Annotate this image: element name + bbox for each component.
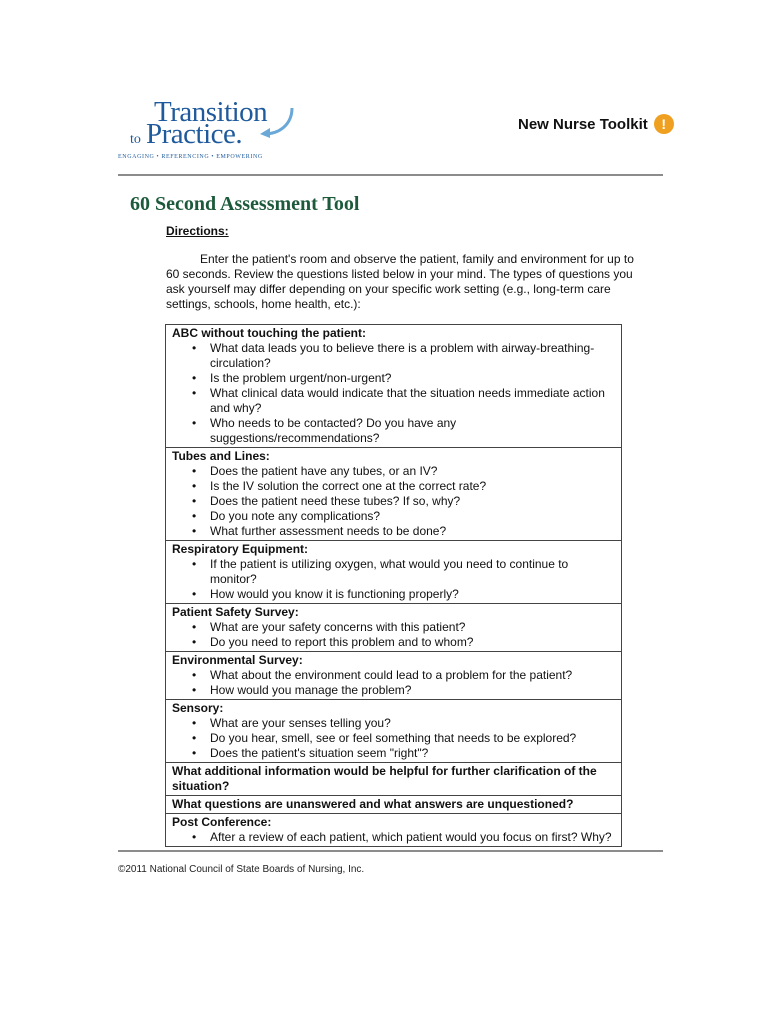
assessment-section-cell [166,652,622,700]
assessment-section-cell [166,541,622,604]
question-item: • Who needs to be contacted? Do you have any suggestions/recommendations? [210,416,615,446]
section-heading: Post Conference: [172,815,272,829]
section-question-list [172,830,615,845]
section-heading: What questions are unanswered and what answers are unquestioned? [172,797,574,811]
directions-heading: Directions: [166,224,229,238]
section-heading: Sensory: [172,701,224,715]
section-question-list [172,716,615,761]
question-item: • What clinical data would indicate that the situation needs immediate action and why? [210,386,615,416]
question-item: • What about the environment could lead to a problem for the patient? [210,668,615,683]
info-icon: ! [654,114,674,134]
header-divider [118,174,663,176]
assessment-section-row [166,604,622,652]
assessment-section-cell [166,763,622,796]
assessment-section-row [166,325,622,448]
transition-to-practice-logo [116,98,296,168]
assessment-section-row [166,796,622,814]
question-item: • Is the problem urgent/non-urgent? [210,371,615,386]
assessment-section-row [166,700,622,763]
question-item: • What are your senses telling you? [210,716,615,731]
assessment-section-row [166,541,622,604]
assessment-section-row [166,652,622,700]
question-item: • What further assessment needs to be done? [210,524,615,539]
question-item: • How would you know it is functioning properly? [210,587,615,602]
section-heading: Tubes and Lines: [172,449,270,463]
question-item: • Does the patient have any tubes, or an IV? [210,464,615,479]
assessment-section-row [166,448,622,541]
toolkit-label: New Nurse Toolkit [518,115,648,133]
question-item: • Is the IV solution the correct one at the correct rate? [210,479,615,494]
section-heading: What additional information would be helpful for further clarification of the situation? [172,764,597,793]
section-heading: Environmental Survey: [172,653,303,667]
question-item: • If the patient is utilizing oxygen, what would you need to continue to monitor? [210,557,615,587]
section-question-list [172,668,615,698]
page-title: 60 Second Assessment Tool [130,193,360,215]
section-heading: ABC without touching the patient: [172,326,366,340]
question-item: • What data leads you to believe there is a problem with airway-breathing-circulation? [210,341,615,371]
question-item: • After a review of each patient, which patient would you focus on first? Why? [210,830,615,845]
question-item: • What are your safety concerns with this patient? [210,620,615,635]
copyright-footer: ©2011 National Council of State Boards of Nursing, Inc. [118,864,365,875]
question-item: • Do you hear, smell, see or feel something that needs to be explored? [210,731,615,746]
assessment-section-cell [166,604,622,652]
assessment-section-cell [166,700,622,763]
logo-word-practice: Practice. [146,118,243,150]
assessment-section-cell [166,796,622,814]
section-question-list [172,620,615,650]
section-question-list [172,557,615,602]
assessment-section-row [166,814,622,847]
assessment-section-cell [166,448,622,541]
footer-divider [118,850,663,852]
question-item: • Does the patient's situation seem "right"? [210,746,615,761]
section-question-list [172,464,615,539]
section-question-list [172,341,615,446]
question-item: • Do you note any complications? [210,509,615,524]
question-item: • Does the patient need these tubes? If so, why? [210,494,615,509]
assessment-section-cell [166,814,622,847]
question-item: • How would you manage the problem? [210,683,615,698]
section-heading: Patient Safety Survey: [172,605,299,619]
assessment-table [165,324,622,847]
new-nurse-toolkit-badge [518,114,674,134]
directions-paragraph: Enter the patient's room and observe the patient, family and environment for up to 60 seconds. Review the questions listed below in your mind. The types of questions you ask yourself may differ depending on your specific work setting (e.g., long-term care settings, schools, home health, etc.): [166,252,634,311]
assessment-section-cell [166,325,622,448]
curved-arrow-icon [258,104,298,138]
section-heading: Respiratory Equipment: [172,542,309,556]
logo-tagline: ENGAGING • REFERENCING • EMPOWERING [118,154,263,160]
logo-word-transition: Transition [154,96,268,128]
logo-word-to: to [130,132,141,147]
assessment-section-row [166,763,622,796]
question-item: • Do you need to report this problem and to whom? [210,635,615,650]
